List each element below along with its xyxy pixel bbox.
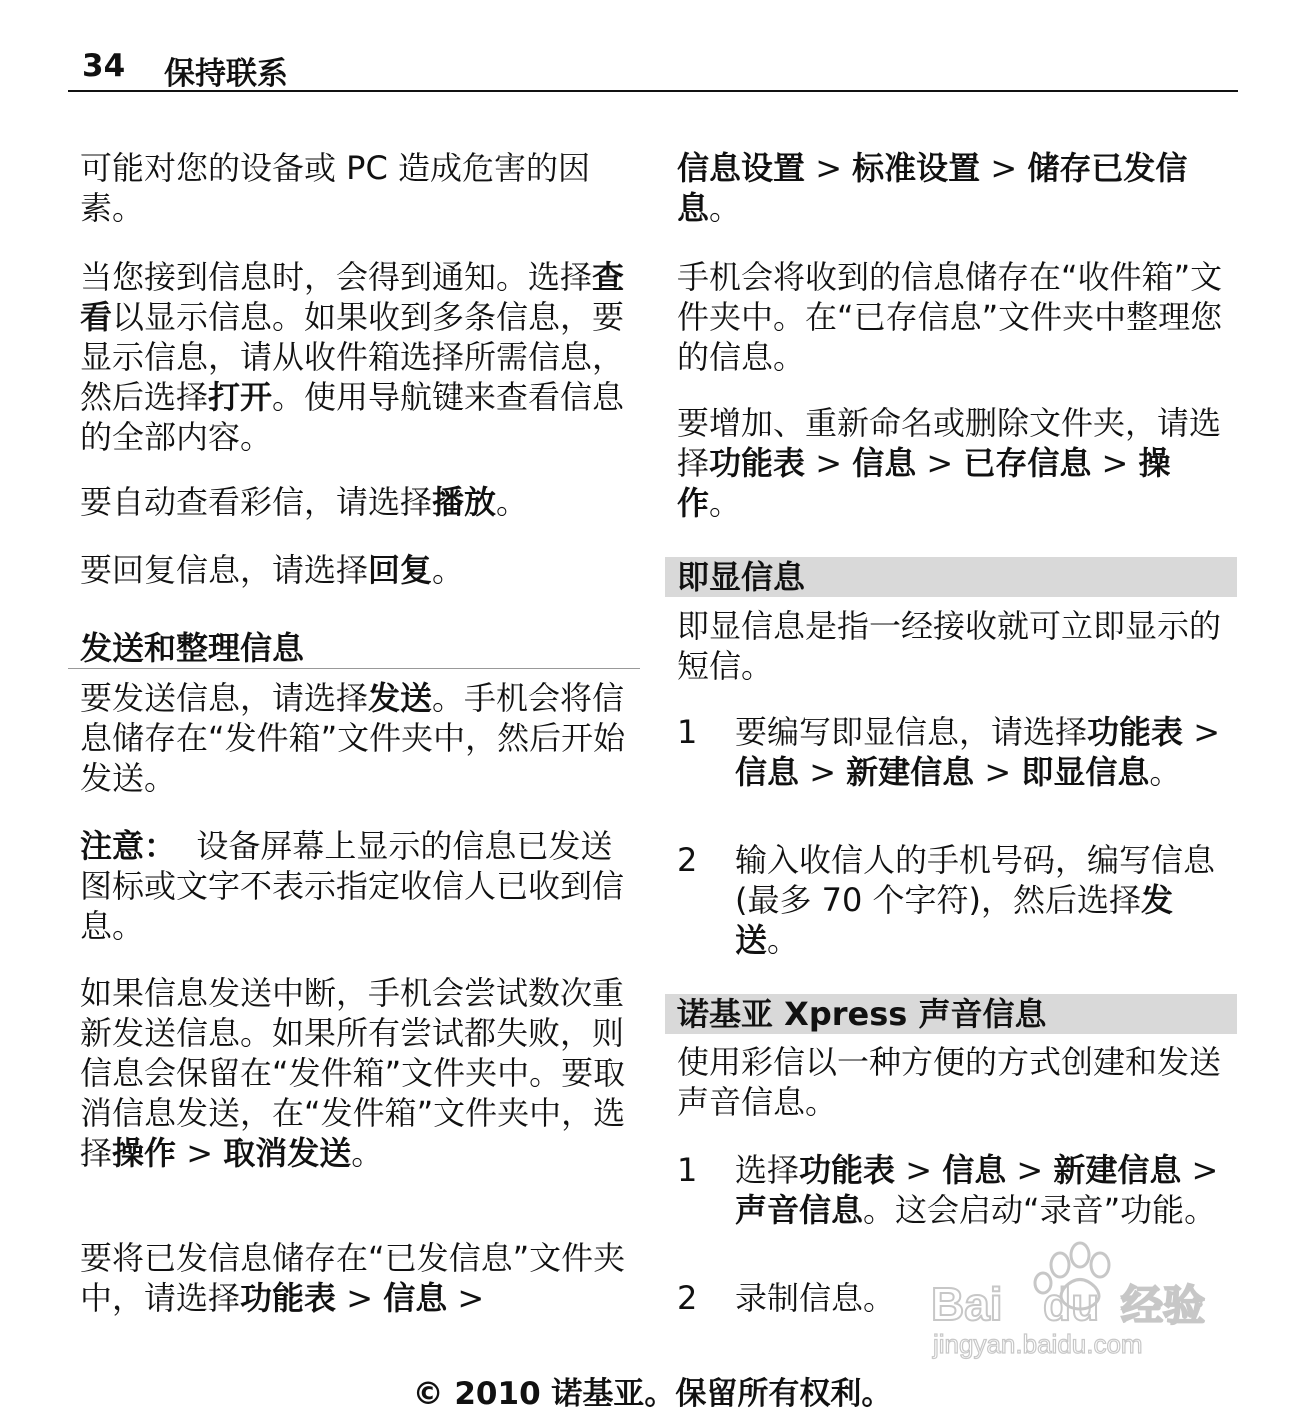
- paragraph: 要回复信息，请选择回复。: [80, 551, 465, 589]
- ui-term: 储存已发信息: [677, 149, 1188, 227]
- ui-term: 即显信息: [1021, 753, 1150, 791]
- paragraph: 要发送信息，请选择发送。手机会将信息储存在“发件箱”文件夹中，然后开始发送。: [80, 679, 626, 797]
- note: 注意： 设备屏幕上显示的信息已发送图标或文字不表示指定收信人已收到信息。: [80, 827, 625, 945]
- copyright-footer: © 2010 诺基亚。保留所有权利。: [412, 1376, 893, 1412]
- list-number: 1: [677, 1151, 698, 1189]
- ui-term: 信息: [942, 1151, 1007, 1189]
- section-divider: [68, 668, 640, 669]
- paragraph: 使用彩信以一种方便的方式创建和发送声音信息。: [677, 1043, 1222, 1121]
- ui-term: 取消发送: [223, 1134, 352, 1172]
- section-heading-send: 发送和整理信息: [80, 629, 305, 667]
- ui-term: 功能表: [1087, 713, 1184, 751]
- list-item: 输入收信人的手机号码，编写信息 (最多 70 个字符)，然后选择发送。: [735, 841, 1216, 959]
- ui-term: 已存信息: [963, 444, 1092, 482]
- ui-term: 信息: [852, 444, 917, 482]
- ui-term: 信息设置: [677, 149, 806, 187]
- paragraph: 可能对您的设备或 PC 造成危害的因素。: [80, 149, 590, 227]
- page-header: [68, 44, 1238, 92]
- ui-term: 打开: [208, 378, 273, 416]
- watermark-url: jingyan.baidu.com: [933, 1329, 1143, 1359]
- ui-term: 功能表: [709, 444, 806, 482]
- list-item: 要编写即显信息，请选择功能表 > 信息 > 新建信息 > 即显信息。: [735, 713, 1221, 791]
- list-number: 1: [677, 713, 698, 751]
- list-number: 2: [677, 841, 698, 879]
- ui-term: 功能表: [240, 1279, 337, 1317]
- paragraph: 信息设置 > 标准设置 > 储存已发信息。: [677, 149, 1188, 227]
- paragraph: 要自动查看彩信，请选择播放。: [80, 483, 529, 521]
- ui-term: 操作: [677, 444, 1171, 522]
- ui-term: 发送: [368, 679, 433, 717]
- paragraph: 要将已发信息储存在“已发信息”文件夹中，请选择功能表 > 信息 >: [80, 1239, 626, 1317]
- ui-term: 操作: [112, 1134, 177, 1172]
- paragraph: 要增加、重新命名或删除文件夹，请选择功能表 > 信息 > 已存信息 > 操作。: [677, 404, 1222, 522]
- ui-term: 回复: [368, 551, 433, 589]
- section-heading-xpress: 诺基亚 Xpress 声音信息: [677, 995, 1047, 1033]
- list-item: 选择功能表 > 信息 > 新建信息 > 声音信息。这会启动“录音”功能。: [735, 1151, 1219, 1229]
- page-number: 34: [82, 48, 126, 84]
- paragraph: 如果信息发送中断，手机会尝试数次重新发送信息。如果所有尝试都失败，则信息会保留在“发件箱”文件夹中。要取消信息发送，在“发件箱”文件夹中，选择操作 > 取消发送。: [80, 974, 626, 1172]
- section-heading-flash: 即显信息: [677, 558, 806, 596]
- ui-term: 查看: [80, 258, 625, 336]
- paragraph: 即显信息是指一经接收就可立即显示的短信。: [677, 607, 1222, 685]
- ui-term: 标准设置: [852, 149, 981, 187]
- ui-term: 发送: [735, 881, 1174, 959]
- ui-term: 信息: [383, 1279, 448, 1317]
- paragraph: 当您接到信息时，会得到通知。选择查看以显示信息。如果收到多条信息，要显示信息，请从收件箱选择所需信息，然后选择打开。使用导航键来查看信息的全部内容。: [80, 258, 625, 456]
- chapter-title: 保持联系: [164, 56, 288, 92]
- ui-term: 播放: [432, 483, 497, 521]
- list-item: 录制信息。: [735, 1279, 896, 1317]
- paragraph: 手机会将收到的信息储存在“收件箱”文件夹中。在“已存信息”文件夹中整理您的信息。: [677, 258, 1223, 376]
- paw-logo-icon: [925, 1225, 1225, 1365]
- watermark-cn: 经验: [1121, 1281, 1206, 1330]
- ui-term: 新建信息: [1053, 1151, 1182, 1189]
- list-number: 2: [677, 1279, 698, 1317]
- baidu-jingyan-watermark: [925, 1225, 1225, 1365]
- ui-term: 功能表: [799, 1151, 896, 1189]
- watermark-brand-right: du: [1043, 1278, 1100, 1330]
- ui-term: 信息: [735, 753, 800, 791]
- watermark-brand-left: Bai: [931, 1278, 1003, 1330]
- ui-term: 声音信息: [735, 1191, 864, 1229]
- ui-term: 新建信息: [846, 753, 975, 791]
- note-label: 注意：: [80, 827, 177, 865]
